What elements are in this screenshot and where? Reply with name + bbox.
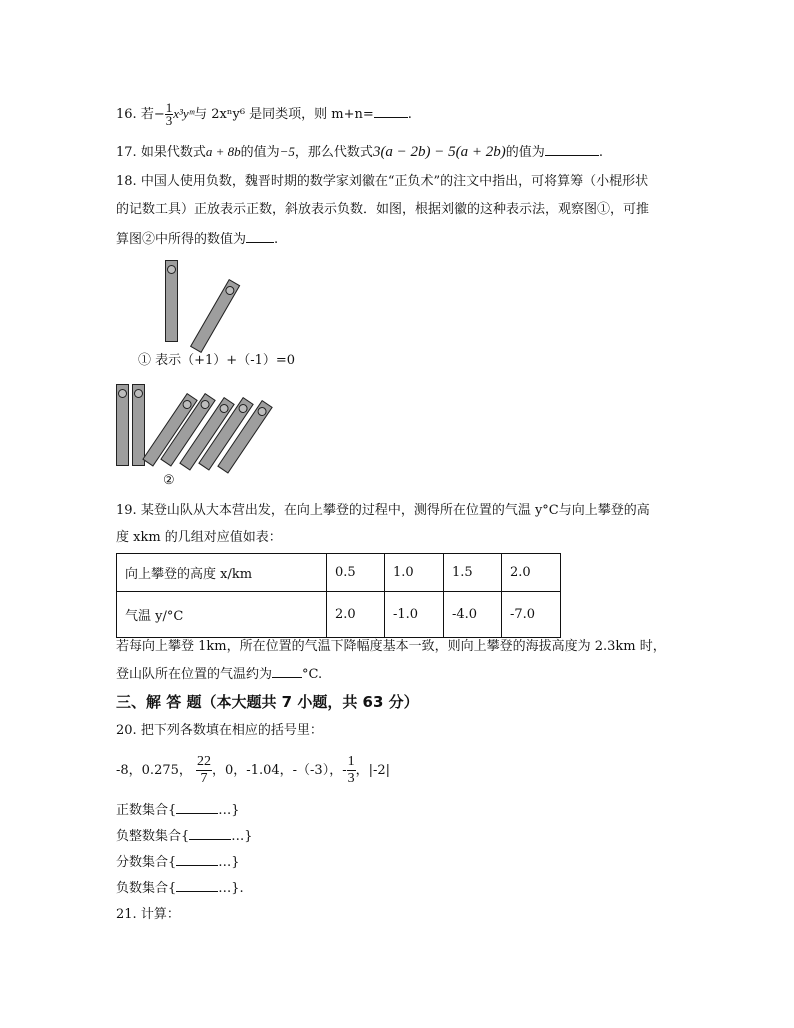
table-row	[117, 592, 561, 638]
question-16: 16. 若− $\frac{1}{3}$ x³yᵐ与 2xⁿy⁶ 是同类项，则 m+n= .	[116, 100, 412, 128]
answer-blank[interactable]	[176, 878, 218, 892]
figure-1-caption: ① 表示（+1）+（-1）=0	[138, 353, 296, 368]
fraction: $\frac{22}{7}$	[197, 754, 212, 786]
table-cell: -1.0	[385, 592, 444, 638]
table-cell: -4.0	[444, 592, 502, 638]
upright-rod	[116, 384, 129, 466]
fraction: $\frac{1}{3}$	[347, 754, 355, 786]
question-number: 17.	[116, 145, 137, 160]
question-20-prompt: 20. 把下列各数填在相应的括号里：	[116, 723, 323, 738]
math-value: −5	[279, 144, 295, 159]
minus-sign: −	[153, 107, 165, 122]
question-19-line-2: 度 xkm 的几组对应值如表：	[116, 530, 282, 545]
question-number: 21.	[116, 907, 137, 922]
answer-blank[interactable]	[176, 800, 218, 814]
table-cell: 向上攀登的高度 x/km	[117, 554, 327, 592]
question-17: 17. 如果代数式a + 8b的值为−5，那么代数式3(a − 2b) − 5(a + 2b)的值为 .	[116, 144, 603, 160]
rod-circle-icon	[118, 389, 127, 398]
question-19-line-3: 若每向上攀登 1km，所在位置的气温下降幅度基本一致，则向上攀登的海拔高度为 2.3km 时，	[116, 639, 666, 654]
set-negative: 负数集合{ …}.	[116, 878, 244, 898]
math-expression: 3(a − 2b) − 5(a + 2b)	[372, 144, 506, 160]
table-cell: -7.0	[502, 592, 561, 638]
rod-circle-icon	[218, 402, 230, 414]
answer-blank[interactable]	[545, 142, 599, 156]
question-21: 21. 计算：	[116, 907, 180, 922]
set-fraction: 分数集合{ …}	[116, 852, 240, 872]
table-cell: 气温 y/°C	[117, 592, 327, 638]
question-text: 若	[140, 107, 154, 122]
question-18-line-2: 的记数工具）正放表示正数，斜放表示负数．如图，根据刘徽的这种表示法，观察图①，可推	[116, 202, 650, 217]
question-number: 19.	[116, 503, 137, 518]
answer-blank[interactable]	[189, 826, 231, 840]
rod-circle-icon	[134, 389, 143, 398]
table-cell: 1.0	[385, 554, 444, 592]
math-term: x³yᵐ	[173, 106, 195, 121]
slanted-rod	[190, 279, 240, 353]
math-expression: a + 8b	[205, 144, 241, 159]
rod-circle-icon	[181, 398, 193, 410]
question-text: 如果代数式	[140, 145, 206, 160]
table-cell: 2.0	[502, 554, 561, 592]
upright-rod	[165, 260, 178, 342]
table-cell: 2.0	[327, 592, 385, 638]
answer-blank[interactable]	[272, 664, 302, 678]
question-18-line-3: 算图②中所得的数值为 .	[116, 229, 278, 249]
table-cell: 0.5	[327, 554, 385, 592]
question-number: 16.	[116, 107, 137, 122]
question-19-line-4: 登山队所在位置的气温约为 °C.	[116, 664, 322, 684]
rod-circle-icon	[224, 284, 236, 296]
rod-circle-icon	[256, 405, 268, 417]
altitude-temperature-table	[116, 553, 561, 638]
answer-blank[interactable]	[374, 104, 408, 118]
question-19-line-1: 19. 某登山队从大本营出发，在向上攀登的过程中，测得所在位置的气温 y°C与向上攀登的高	[116, 503, 650, 518]
fraction: $\frac{1}{3}$	[165, 100, 173, 128]
answer-blank[interactable]	[246, 229, 274, 243]
question-18-line-1: 18. 中国人使用负数，魏晋时期的数学家刘徽在“正负术”的注文中指出，可将算筹（小棍形状	[116, 174, 649, 189]
question-number: 18.	[116, 174, 137, 189]
set-negative-integer: 负整数集合{ …}	[116, 826, 253, 846]
section-heading: 三、解 答 题（本大题共 7 小题，共 63 分）	[116, 693, 419, 711]
question-number: 20.	[116, 723, 137, 738]
figure-2-caption: ②	[163, 473, 175, 488]
question-text: 与 2xⁿy⁶ 是同类项，则 m+n=	[194, 107, 374, 122]
rod-circle-icon	[199, 398, 211, 410]
upright-rod	[132, 384, 145, 466]
rod-circle-icon	[237, 402, 249, 414]
answer-blank[interactable]	[176, 852, 218, 866]
table-row	[117, 554, 561, 592]
number-list: -8，0.275， $\frac{22}{7}$ ，0，-1.04，-（-3），- $\frac{1}{3}$ ，|-2|	[116, 754, 391, 786]
rod-circle-icon	[167, 265, 176, 274]
table-cell: 1.5	[444, 554, 502, 592]
set-positive: 正数集合{ …}	[116, 800, 240, 820]
